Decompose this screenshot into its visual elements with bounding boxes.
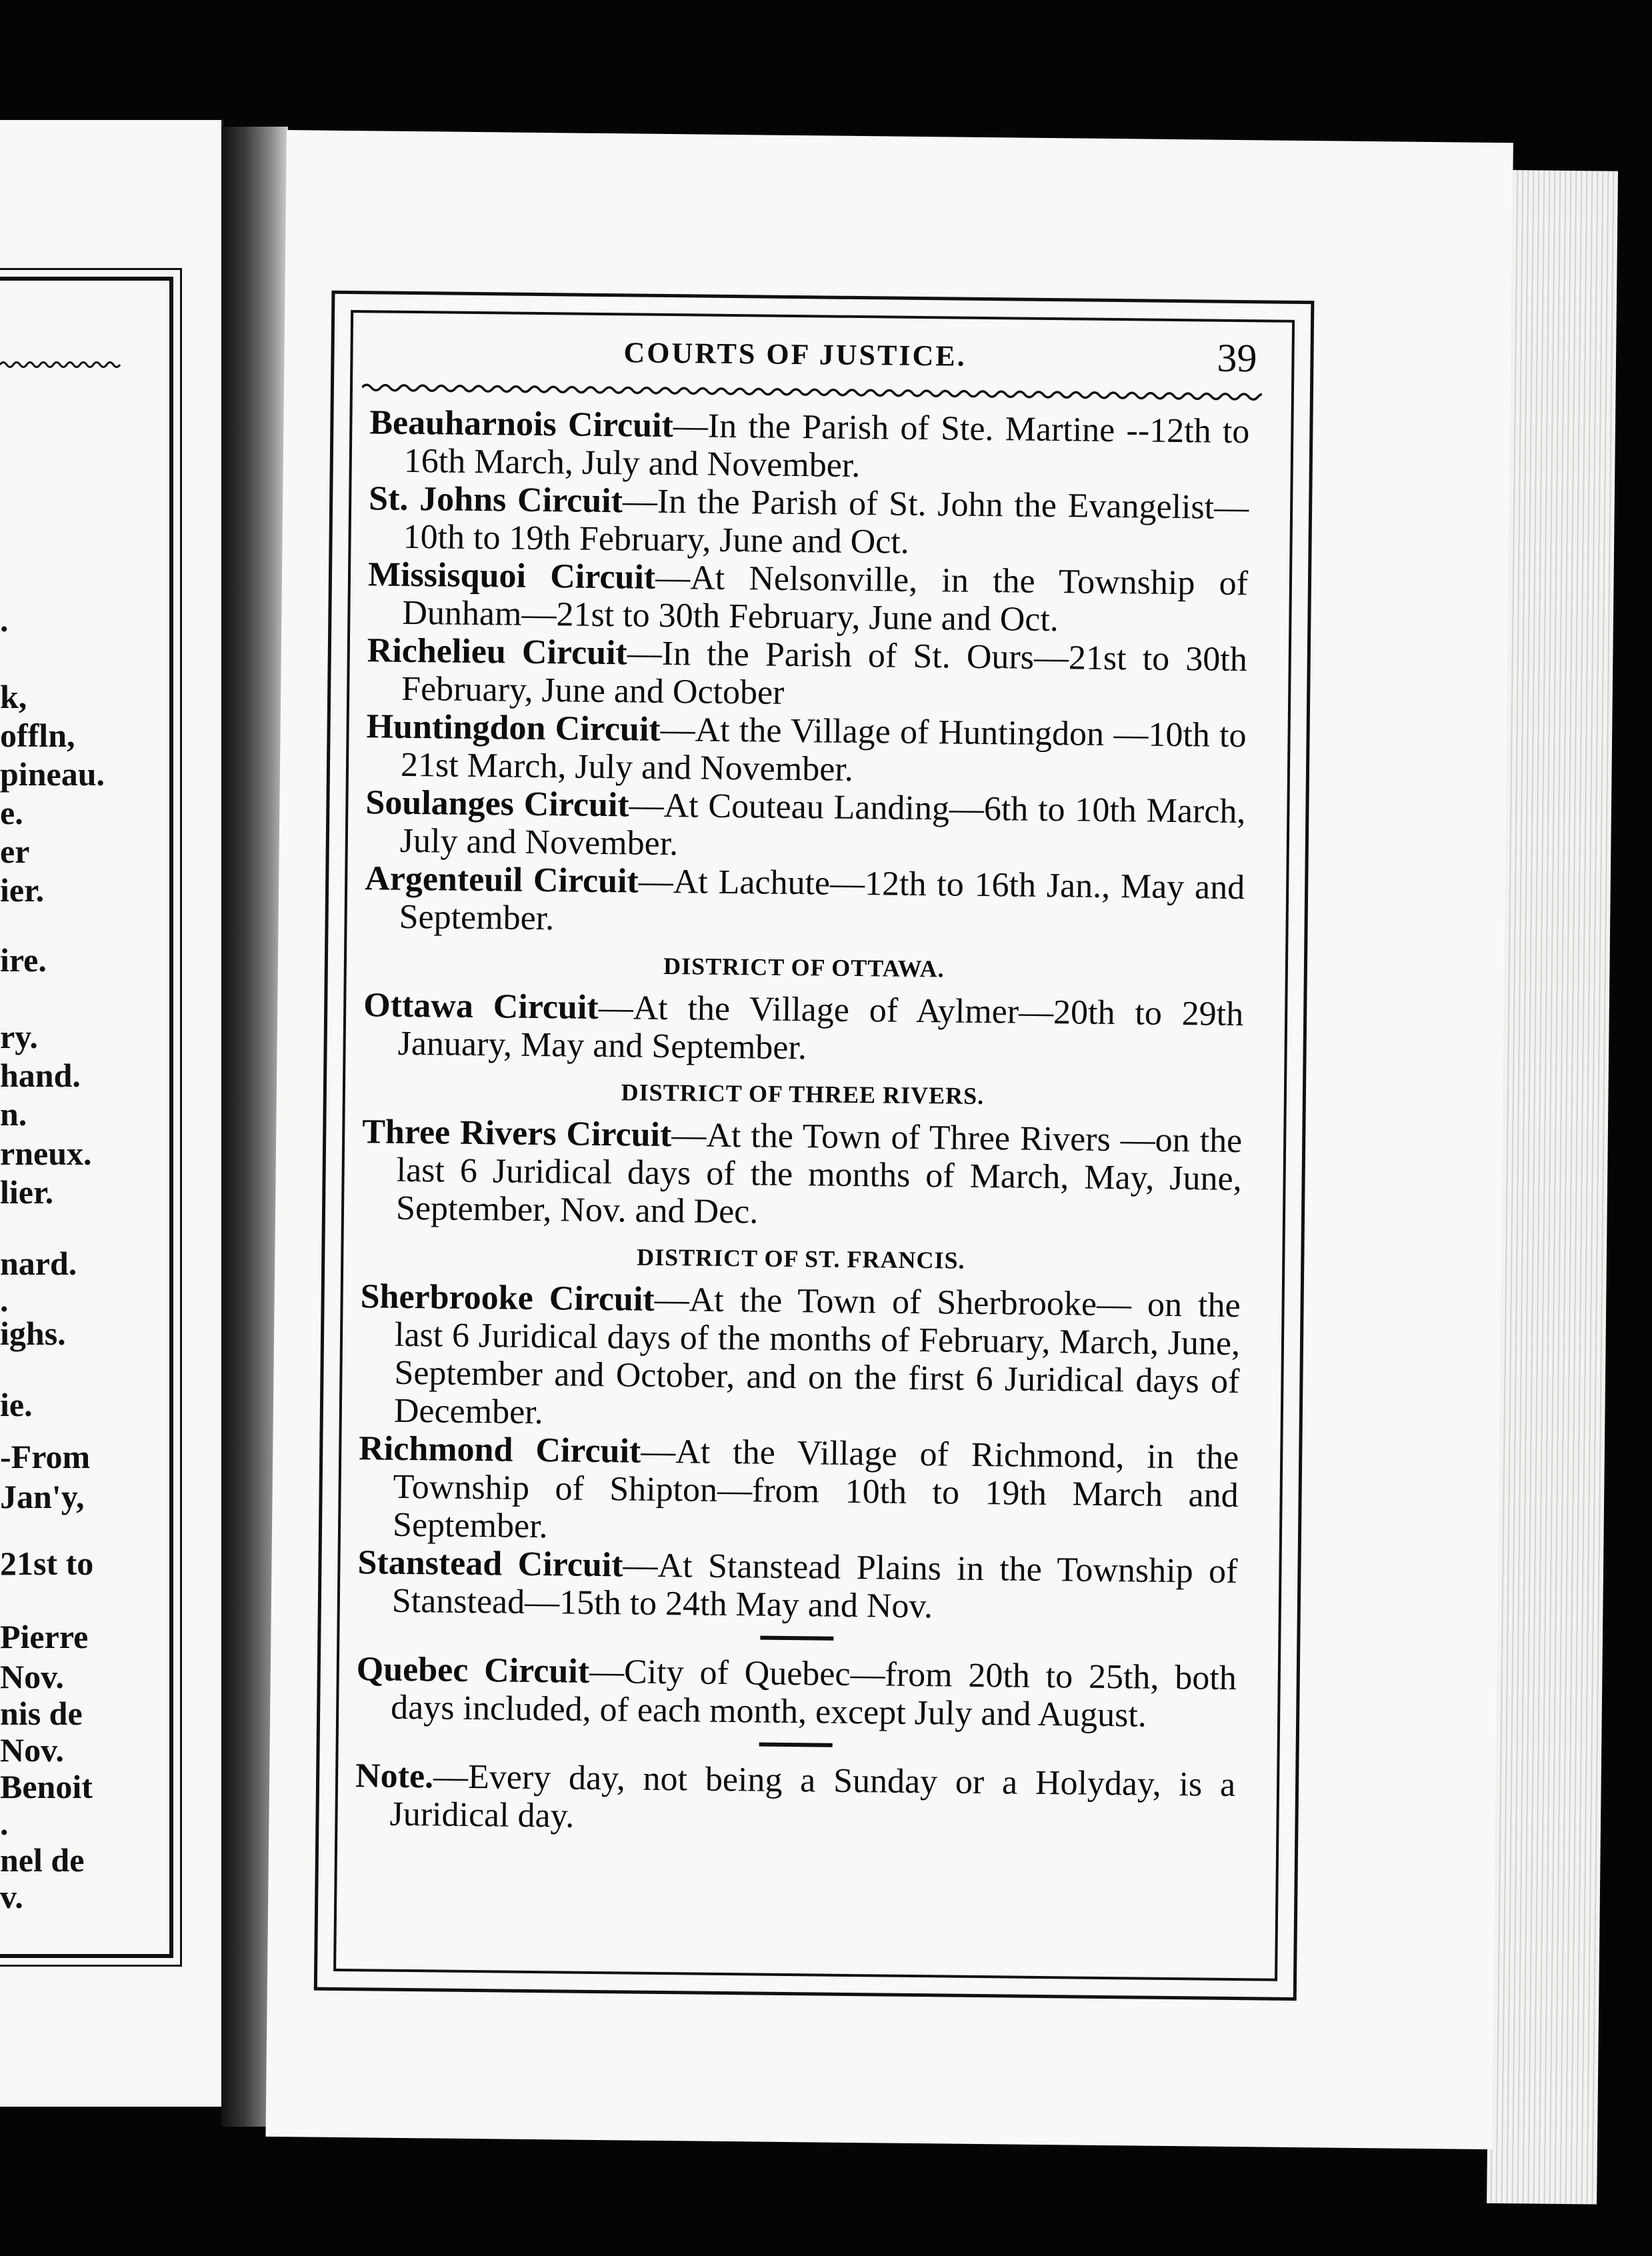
left-page-fragment: ie. [0, 1386, 33, 1423]
running-head: COURTS OF JUSTICE. [623, 336, 967, 373]
left-page-fragment: v. [0, 1878, 23, 1915]
circuit-entry: Argenteuil Circuit—At Lachute—12th to 16th Jan., May and September. [364, 859, 1245, 938]
left-page-fragment: k, [0, 678, 27, 715]
left-page-wavy-rule [0, 360, 124, 369]
left-page-fragment: -From [0, 1438, 91, 1475]
circuit-entry: Missisquoi Circuit—At Nelsonville, in the Township of Dunham—21st to 30th February, June and Oct. [367, 555, 1249, 639]
page-border-outer [314, 291, 1315, 2001]
left-page-fragment: 21st to [0, 1545, 94, 1582]
circuit-entry: Beauharnois Circuit—In the Parish of Ste. Martine --12th to 16th March, July and November. [369, 403, 1250, 485]
circuit-entry: Richmond Circuit—At the Village of Richmond, in the Township of Shipton—from 10th to 19th March and September. [358, 1429, 1239, 1546]
note: Note.—Every day, not being a Sunday or a Holyday, is a Juridical day. [355, 1757, 1236, 1835]
circuit-entry: Three Rivers Circuit—At the Town of Three Rivers —on the last 6 Juridical days of the months of March, May, June, September, Nov. and Dec. [361, 1113, 1243, 1231]
circuit-entry: St. Johns Circuit—In the Parish of St. John the Evangelist—10th to 19th February, June and Oct. [368, 479, 1249, 561]
circuit-entry: Stanstead Circuit—At Stanstead Plains in the Township of Stanstead—15th to 24th May and Nov. [357, 1543, 1238, 1626]
left-page-fragment: . [0, 1805, 9, 1842]
left-page-fragment: ier. [0, 871, 45, 909]
section-separator [760, 1636, 833, 1641]
circuit-entry: Sherbrooke Circuit—At the Town of Sherbrooke— on the last 6 Juridical days of the months of February, March, June, September and October, and on the first 6 Juridical days of December. [360, 1277, 1241, 1432]
right-page [265, 130, 1513, 2149]
left-page-fragment: er [0, 833, 30, 870]
page-header [370, 321, 1257, 390]
left-page-fragment: Benoit [0, 1768, 93, 1805]
left-page-fragment: Jan'y, [0, 1478, 85, 1515]
circuits-list [364, 403, 1249, 945]
left-page-fragment: ighs. [0, 1315, 66, 1352]
left-page-fragment: nard. [0, 1245, 77, 1282]
left-page-fragment: Pierre [0, 1618, 89, 1655]
district-heading-st-francis: DISTRICT OF ST. FRANCIS. [636, 1243, 965, 1274]
district-heading-three-rivers: DISTRICT OF THREE RIVERS. [621, 1079, 985, 1110]
section-separator [759, 1743, 833, 1747]
left-page-fragment: offln, [0, 717, 75, 754]
left-page-fragment: Nov. [0, 1658, 64, 1695]
left-page-fragment: nis de [0, 1695, 83, 1732]
left-page [0, 120, 223, 2107]
district-heading-ottawa: DISTRICT OF OTTAWA. [663, 952, 945, 983]
page-content [355, 321, 1257, 1842]
left-page-fragment: ire. [0, 941, 47, 979]
left-page-fragment: pineau. [0, 755, 105, 793]
circuit-entry-quebec: Quebec Circuit—City of Quebec—from 20th to 25th, both days included, of each month, except July and August. [356, 1650, 1237, 1735]
left-page-fragment: . [0, 601, 9, 639]
left-page-fragment: rneux. [0, 1135, 92, 1172]
left-page-fragment: hand. [0, 1057, 81, 1094]
circuit-entry: Richelieu Circuit—In the Parish of St. Ours—21st to 30th February, June and October [367, 631, 1248, 712]
left-page-fragment: n. [0, 1095, 27, 1133]
circuit-entry: Soulanges Circuit—At Couteau Landing—6th to 10th March, July and November. [365, 783, 1246, 863]
left-page-fragment: lier. [0, 1173, 54, 1211]
circuit-entry: Huntingdon Circuit—At the Village of Huntingdon —10th to 21st March, July and November. [366, 707, 1247, 789]
left-page-fragment: nel de [0, 1841, 85, 1879]
circuit-entry: Ottawa Circuit—At the Village of Aylmer—20th to 29th January, May and September. [363, 986, 1244, 1067]
page-number: 39 [1217, 335, 1257, 381]
left-page-fragment: e. [0, 794, 23, 831]
left-page-fragment: ry. [0, 1018, 38, 1055]
left-page-fragment: . [0, 1281, 9, 1319]
left-page-fragment: Nov. [0, 1731, 64, 1769]
